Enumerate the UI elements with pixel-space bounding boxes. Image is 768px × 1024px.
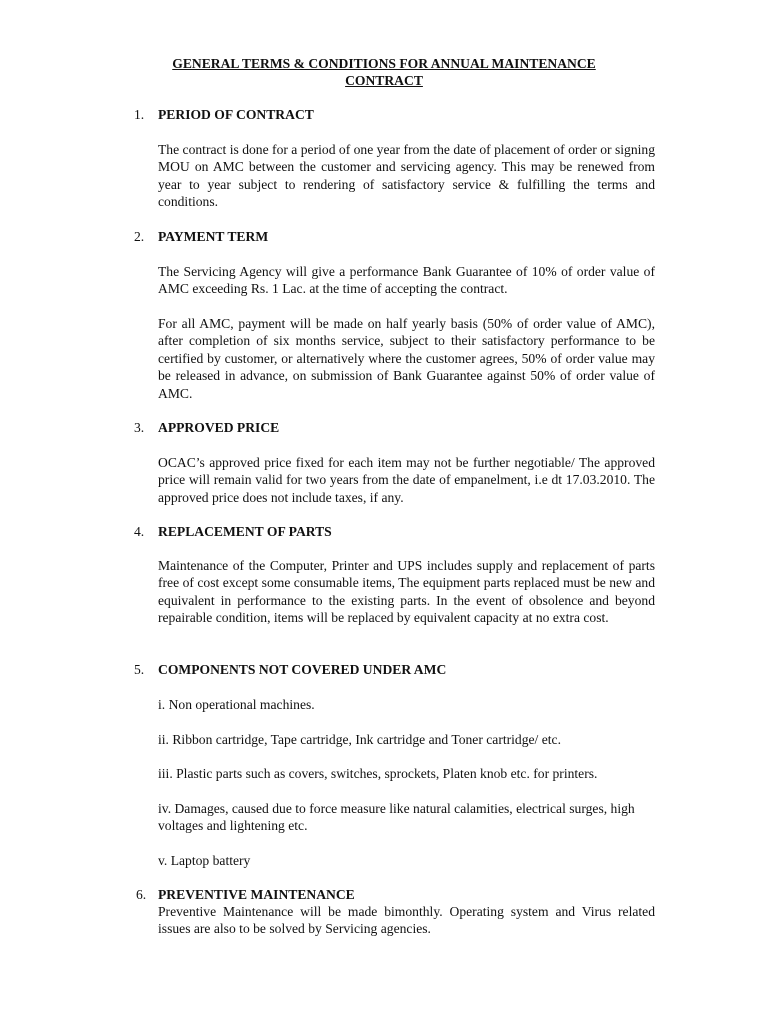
title-line-2: CONTRACT [345,73,423,89]
section-title: REPLACEMENT OF PARTS [158,524,332,539]
section-6-heading [136,886,656,903]
list-item: i. Non operational machines. [158,697,315,712]
section-2-paragraph-2: For all AMC, payment will be made on half yearly basis (50% of order value of AMC), after completion of six months service, subject to their satisfactory performance to be certified by customer, or alternatively where the customer agrees, 50% of order value may be released in advance, on submission of Bank Guarantee against 50% of order value of AMC. [158,316,655,401]
title-line-1: GENERAL TERMS & CONDITIONS FOR ANNUAL MAINTENANCE [172,56,596,71]
document-title [120,55,648,90]
section-title: PREVENTIVE MAINTENANCE [158,887,355,902]
section-2-paragraph-1: The Servicing Agency will give a performance Bank Guarantee of 10% of order value of AMC exceeding Rs. 1 Lac. at the time of accepting the contract. [158,264,655,297]
section-1-paragraph-1: The contract is done for a period of one year from the date of placement of order or signing MOU on AMC between the customer and servicing agency. This may be renewed from year to year subject to rendering of satisfactory service & fulfilling the terms and conditions. [158,142,655,210]
section-number: 4. [134,524,145,539]
section-2-heading [134,228,654,245]
section-title: PAYMENT TERM [158,229,269,244]
section-title: PERIOD OF CONTRACT [158,107,314,122]
section-number: 5. [134,662,145,677]
section-4-heading [134,523,654,540]
list-item: v. Laptop battery [158,853,251,868]
section-number: 1. [134,107,145,122]
section-number: 6. [136,887,147,902]
section-1-heading [134,106,654,123]
section-3-paragraph-1: OCAC’s approved price fixed for each item may not be further negotiable/ The approved price will remain valid for two years from the date of empanelment, i.e dt 17.03.2010. The approved price does not include taxes, if any. [158,455,655,505]
section-number: 3. [134,420,145,435]
section-title: COMPONENTS NOT COVERED UNDER AMC [158,662,447,677]
section-title: APPROVED PRICE [158,420,280,435]
section-4-paragraph-1: Maintenance of the Computer, Printer and UPS includes supply and replacement of parts free of cost except some consumable items, The equipment parts replaced must be new and equivalent in performance to the existing parts. In the event of obsolence and beyond repairable condition, items will be replaced by equivalent capacity at no extra cost. [158,558,655,626]
list-item: iii. Plastic parts such as covers, switches, sprockets, Platen knob etc. for printers. [158,766,598,781]
section-6-paragraph-1: Preventive Maintenance will be made bimonthly. Operating system and Virus related issues are also to be solved by Servicing agencies. [158,904,655,937]
section-number: 2. [134,229,145,244]
section-3-heading [134,419,654,436]
section-5-heading [134,661,654,678]
list-item: iv. Damages, caused due to force measure like natural calamities, electrical surges, high voltages and lightening etc. [158,801,635,834]
list-item: ii. Ribbon cartridge, Tape cartridge, Ink cartridge and Toner cartridge/ etc. [158,732,561,747]
